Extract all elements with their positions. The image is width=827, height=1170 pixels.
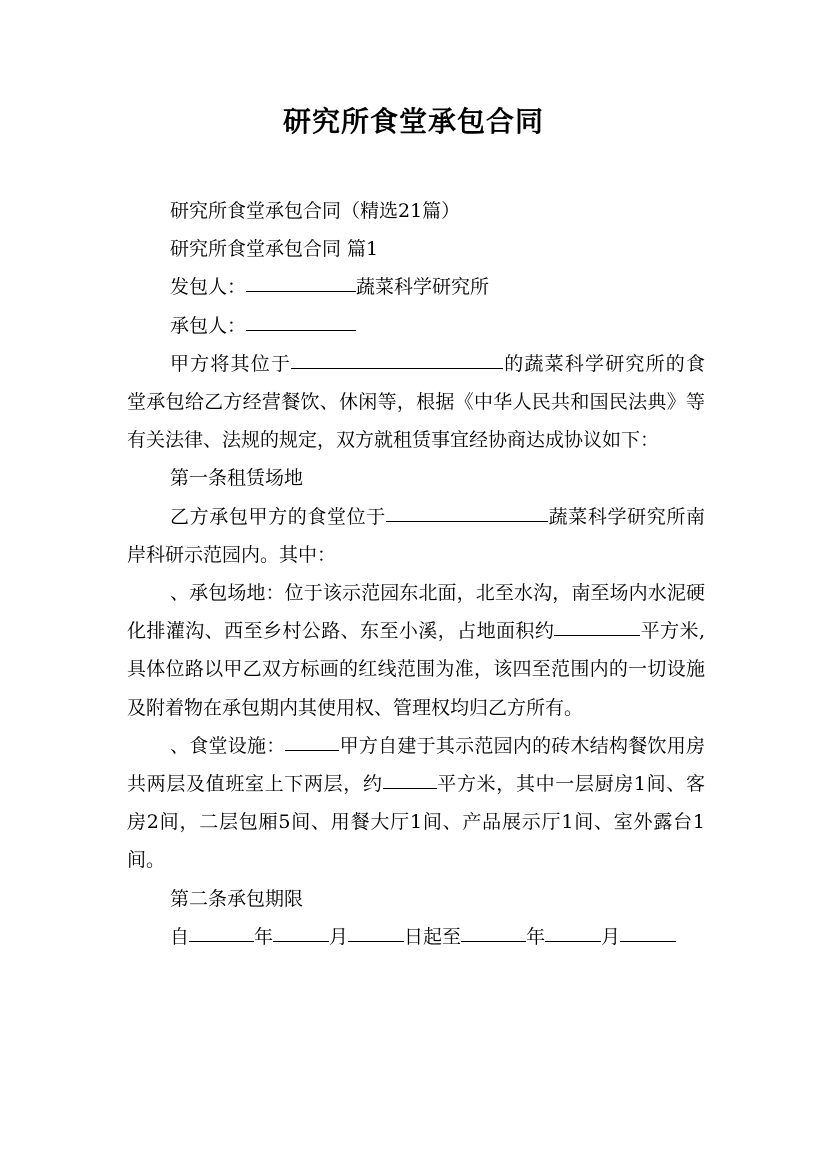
article-1-facilities [127,727,705,880]
text-run: 蔬菜科学研究所南岸科研示范园内。其中： [127,505,705,566]
text-run: 自 [170,925,190,948]
text-run: 年 [254,925,274,948]
fill-in-blank [545,940,601,942]
fill-in-blank [383,787,437,789]
text-run: 年 [526,925,546,948]
text-run: 乙方承包甲方的食堂位于 [170,505,386,528]
article-1-site [127,574,705,727]
text-run: 平方米，其中一层厨房1间、客房2间，二层包厢5间、用餐大厅1间、产品展示厅1间、室外露台1间。 [127,773,705,872]
text-run: 月 [601,925,621,948]
text-run: 蔬菜科学研究所 [356,276,490,299]
article-1-heading [127,459,705,497]
article-2-period [127,918,705,956]
contractor-line [127,268,705,306]
fill-in-blank [189,940,254,942]
fill-in-blank [461,940,526,942]
text-run: 的蔬菜科学研究所的食堂承包给乙方经营餐饮、休闲等，根据《中华人民共和国民法典》等有关法律、法规的规定，双方就租赁事宜经协商达成协议如下： [127,352,705,452]
document-body [127,192,705,956]
text-run: 甲方将其位于 [170,352,292,375]
fill-in-blank [554,634,640,636]
text-run: 承包人： [170,314,247,337]
text-run: 日起至 [404,925,462,948]
text-run: 、食堂设施： [170,734,286,757]
fill-in-blank [285,749,339,751]
text-run: 、承包场地：位于该示范园东北面，北至水沟，南至场内水泥硬化排灌沟、西至乡村公路、东至小溪，占地面积约 [127,582,705,643]
intro-paragraph [127,345,705,460]
text-run: 月 [329,925,349,948]
text-run: 第一条租赁场地 [170,467,304,490]
text-run: 平方米,具体位路以甲乙双方标画的红线范围为准，该四至范围内的一切设施及附着物在承包期内其使用权、管理权均归乙方所有。 [127,620,705,719]
fill-in-blank [291,367,503,369]
fill-in-blank [246,329,356,331]
fill-in-blank [273,940,329,942]
document-title: 研究所食堂承包合同 [282,105,544,138]
contractee-line [127,307,705,345]
subtitle [127,192,705,230]
text-run: 研究所食堂承包合同 篇1 [170,238,379,261]
fill-in-blank [246,290,356,292]
fill-in-blank [386,520,548,522]
text-run: 第二条承包期限 [170,887,304,910]
text-run: 甲方自建于其示范园内的砖木结构餐饮用房共两层及值班室上下两层，约 [127,734,705,796]
section-heading [127,230,705,268]
fill-in-blank [620,940,676,942]
text-run: 研究所食堂承包合同（精选21篇） [170,200,461,222]
article-2-heading [127,880,705,918]
article-1-location [127,498,705,574]
text-run: 发包人： [170,276,247,299]
fill-in-blank [348,940,404,942]
